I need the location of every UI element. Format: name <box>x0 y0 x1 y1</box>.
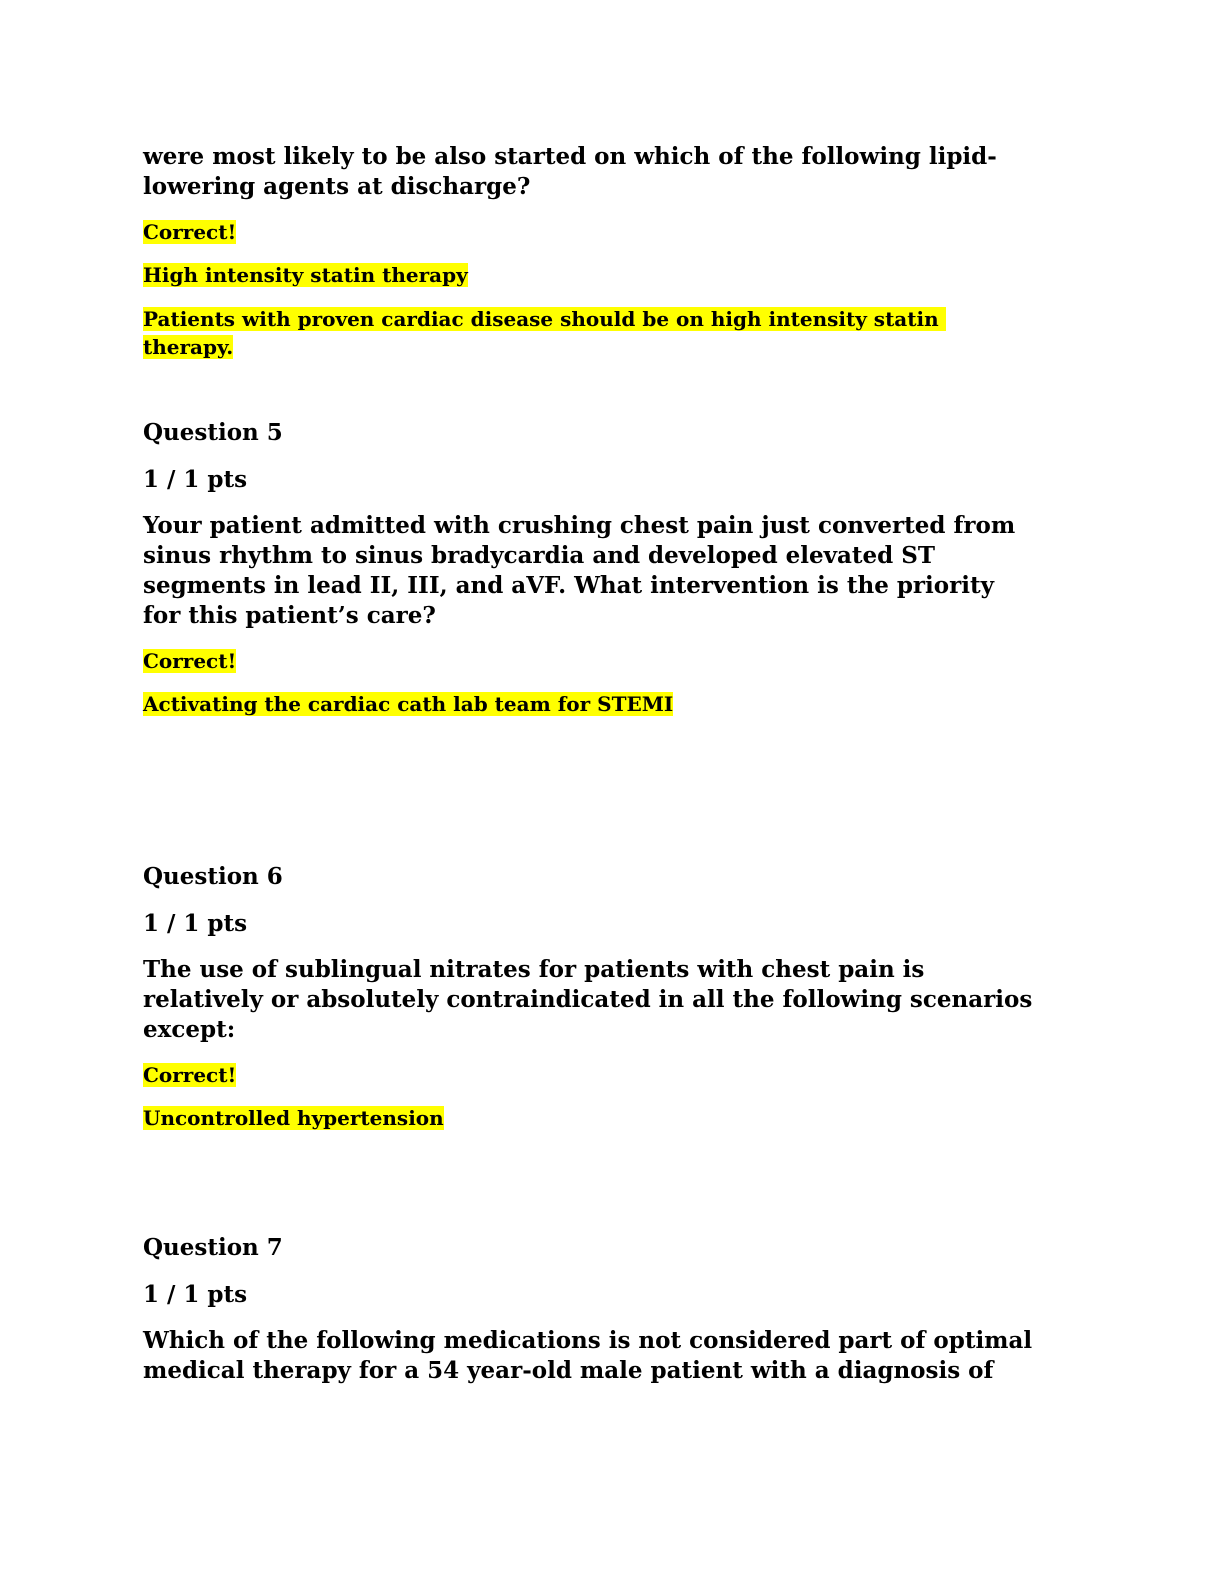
q4-answer <box>143 261 468 289</box>
q7-question-line: Which of the following medications is not considered part of optimal <box>143 1327 1033 1354</box>
q7-question-line: medical therapy for a 54 year-old male patient with a diagnosis of <box>143 1357 994 1384</box>
q6-question-text <box>143 955 1032 1045</box>
q5-answer <box>143 690 673 718</box>
q5-status-label: Correct! <box>143 649 237 673</box>
q4-status-label: Correct! <box>143 220 237 244</box>
q4-status <box>143 218 236 246</box>
q7-points: 1 / 1 pts <box>143 1281 248 1308</box>
q7-question-text <box>143 1326 1032 1386</box>
q6-status-label: Correct! <box>143 1063 237 1087</box>
q6-question-line: The use of sublingual nitrates for patients with chest pain is <box>143 956 925 983</box>
q5-status <box>143 647 236 675</box>
q4-answer-text: High intensity statin therapy <box>143 263 468 287</box>
q6-answer <box>143 1104 444 1132</box>
q5-answer-text: Activating the cardiac cath lab team for STEMI <box>143 692 674 716</box>
q5-points: 1 / 1 pts <box>143 466 248 493</box>
q6-status <box>143 1061 236 1089</box>
q4-explanation-line: Patients with proven cardiac disease should be on high intensity statin <box>143 307 946 331</box>
q7-heading: Question 7 <box>143 1234 283 1261</box>
q6-heading: Question 6 <box>143 863 283 890</box>
q5-question-line: for this patient’s care? <box>143 602 436 629</box>
q5-heading: Question 5 <box>143 419 283 446</box>
q4-explanation-line: therapy. <box>143 335 234 359</box>
q4-question-text <box>143 142 997 202</box>
q5-question-text <box>143 511 1015 631</box>
q6-answer-text: Uncontrolled hypertension <box>143 1106 444 1130</box>
q5-question-line: sinus rhythm to sinus bradycardia and developed elevated ST <box>143 542 935 569</box>
q4-question-line: were most likely to be also started on which of the following lipid- <box>143 143 997 170</box>
q6-question-line: relatively or absolutely contraindicated in all the following scenarios <box>143 986 1033 1013</box>
q4-question-line: lowering agents at discharge? <box>143 173 531 200</box>
q4-explanation <box>143 305 946 361</box>
q5-question-line: Your patient admitted with crushing chest pain just converted from <box>143 512 1016 539</box>
q5-question-line: segments in lead II, III, and aVF. What intervention is the priority <box>143 572 994 599</box>
q6-question-line: except: <box>143 1016 236 1043</box>
q6-points: 1 / 1 pts <box>143 910 248 937</box>
